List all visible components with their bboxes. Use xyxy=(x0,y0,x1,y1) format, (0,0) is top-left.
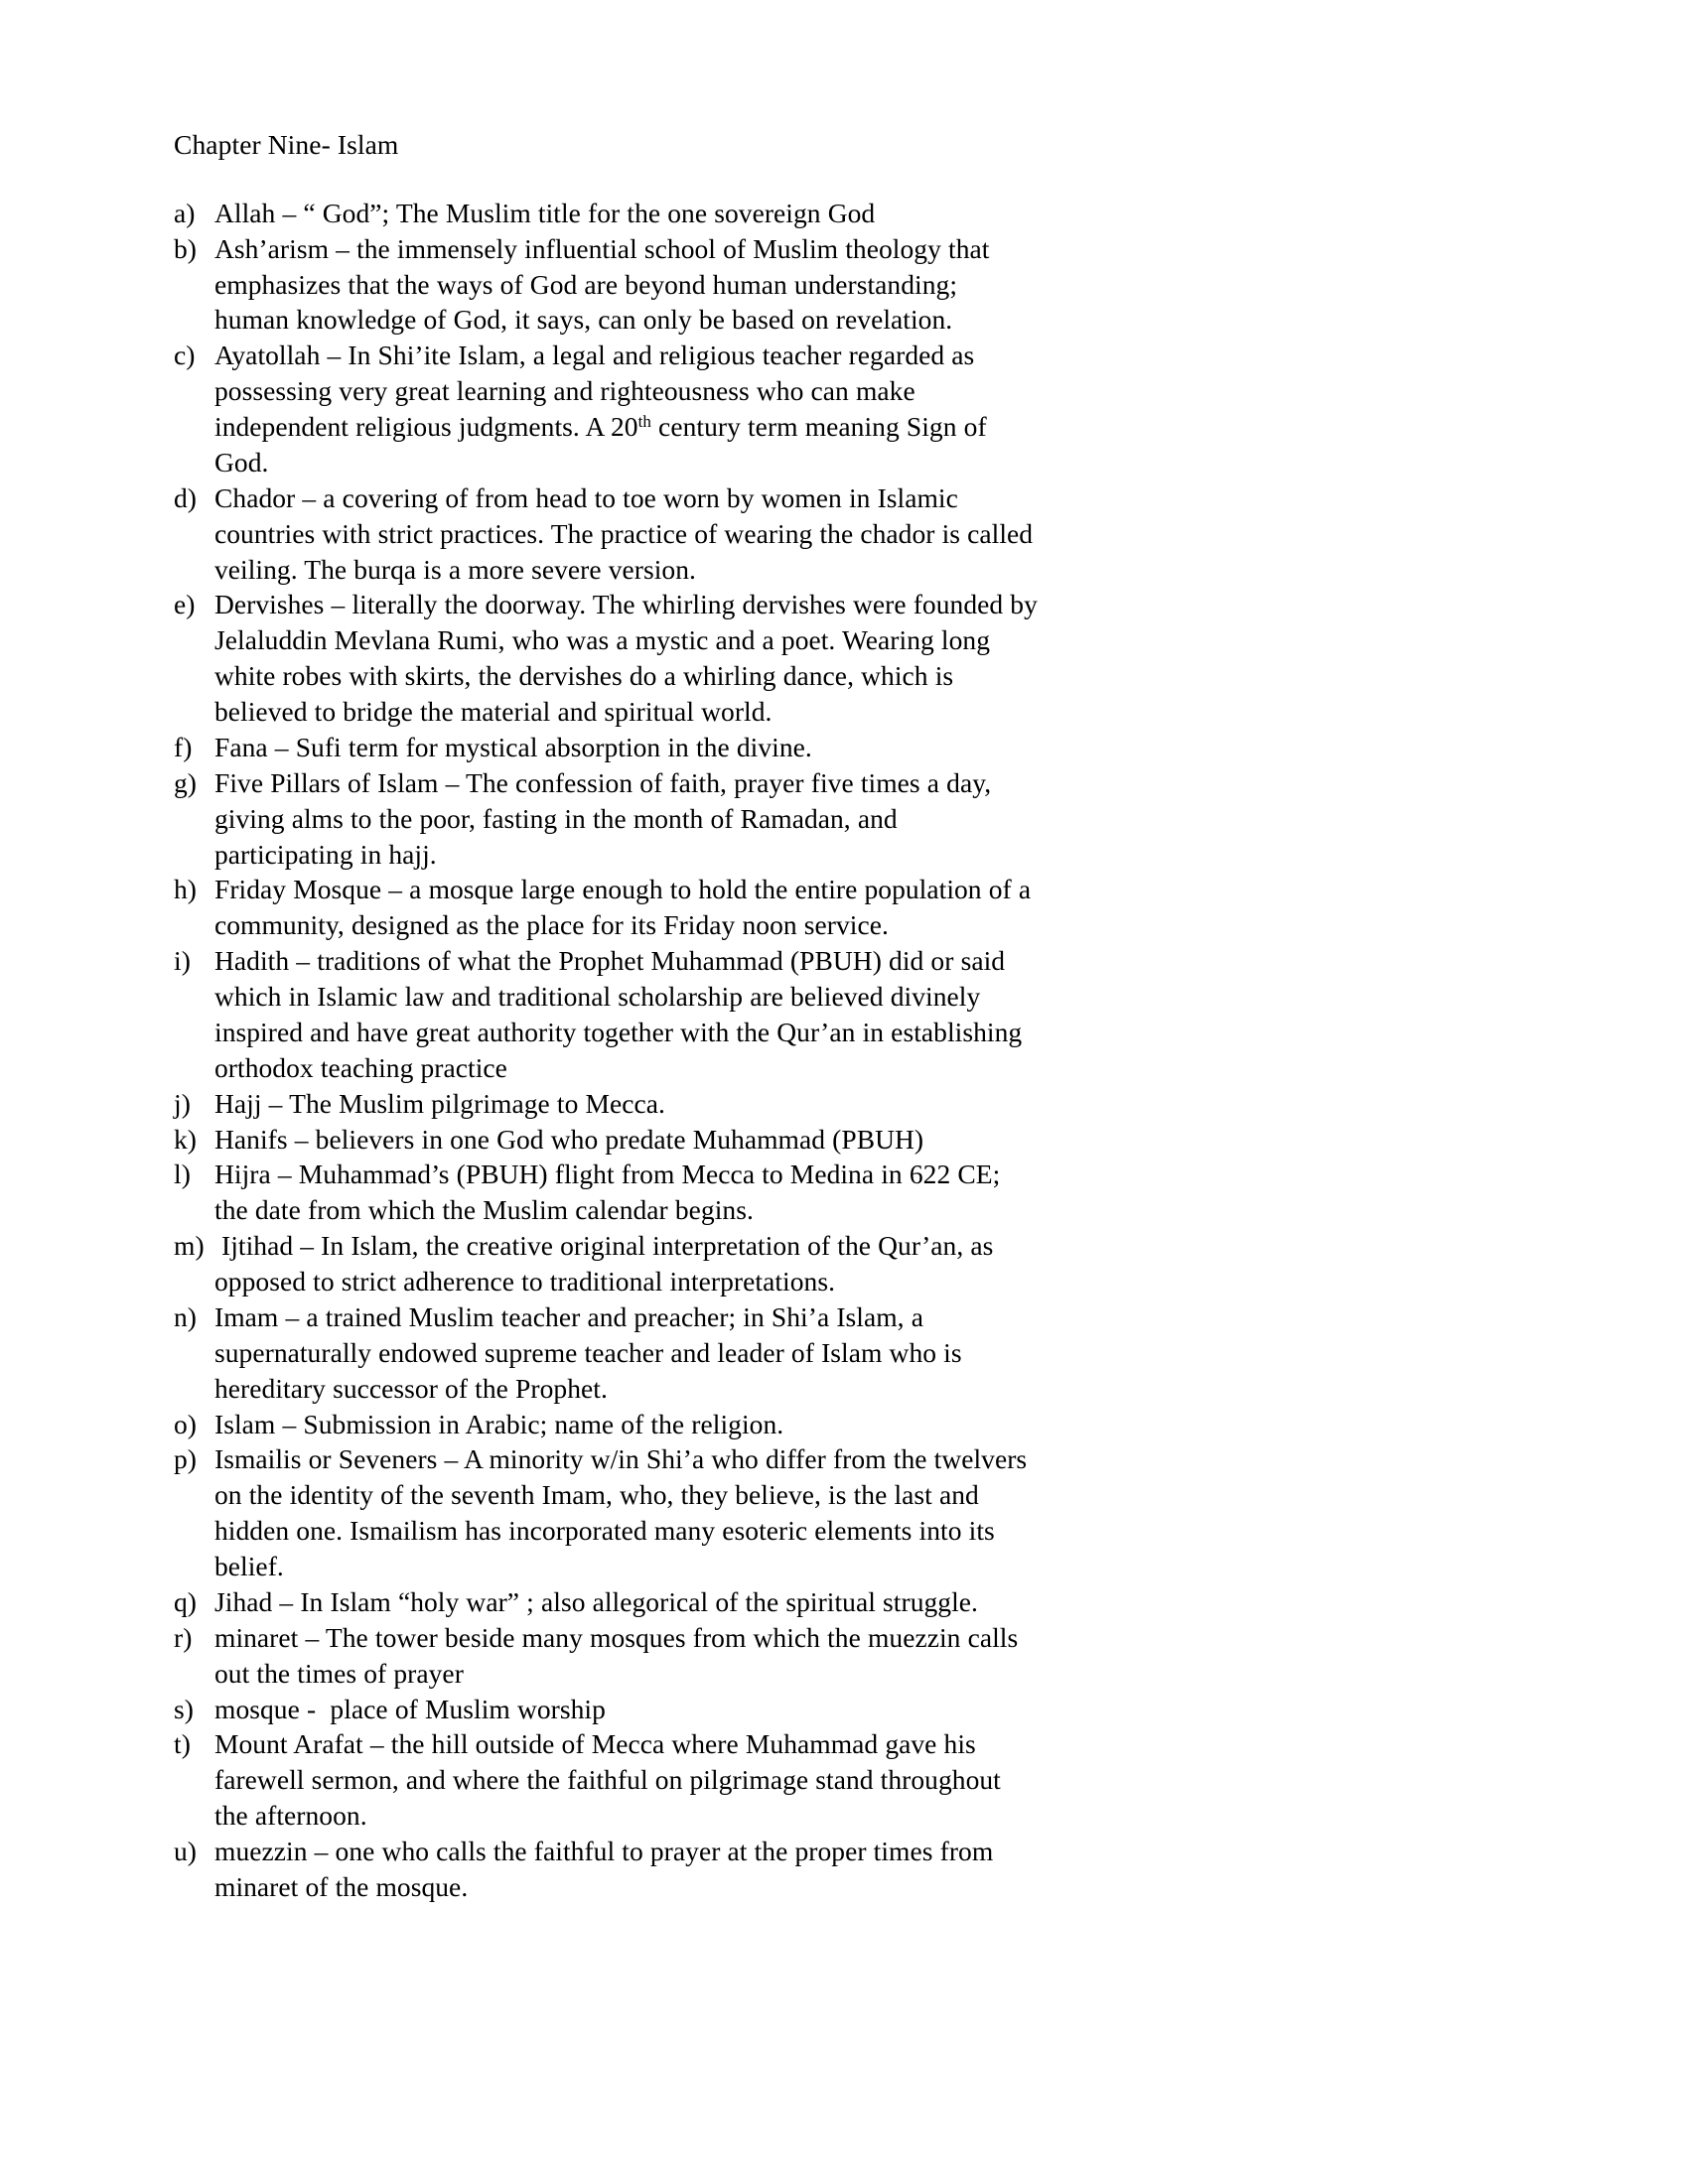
glossary-list xyxy=(174,196,1046,1905)
list-marker: d) xyxy=(174,481,198,513)
list-marker: l) xyxy=(174,1159,191,1190)
list-marker: j) xyxy=(174,1087,191,1119)
list-marker: g) xyxy=(174,766,198,798)
list-item-text: Hadith – traditions of what the Prophet Muhammad (PBUH) did or said which in Islamic law and traditional scholarship are believed divinely inspired and have great authority together with the Qur’an in establishing orthodox teaching practice xyxy=(214,945,1030,1083)
list-item-text: Hajj – The Muslim pilgrimage to Mecca. xyxy=(214,1087,665,1119)
list-item-i xyxy=(174,943,1038,1086)
ordinal-superscript: th xyxy=(637,412,651,432)
list-marker: k) xyxy=(174,1123,198,1155)
list-item-text: Mount Arafat – the hill outside of Mecca where Muhammad gave his farewell sermon, and where the faithful on pilgrimage stand throughout the afternoon. xyxy=(214,1728,1008,1832)
list-marker: o) xyxy=(174,1408,198,1439)
list-item-e xyxy=(174,587,1046,730)
list-marker: t) xyxy=(174,1728,191,1760)
list-item-c xyxy=(174,338,1038,480)
list-item-text: Chador – a covering of from head to toe worn by women in Islamic countries with strict practices. The practice of wearing the chador is called veiling. The burqa is a more severe version. xyxy=(214,481,1041,585)
list-marker: u) xyxy=(174,1836,198,1866)
list-item-r xyxy=(174,1620,1038,1692)
list-item-text: Islam – Submission in Arabic; name of the religion. xyxy=(214,1408,784,1439)
list-item-o xyxy=(174,1407,1038,1442)
list-marker: h) xyxy=(174,874,198,905)
list-item-n xyxy=(174,1299,1038,1407)
list-item-q xyxy=(174,1584,1038,1620)
list-marker: b) xyxy=(174,232,198,264)
list-item-g xyxy=(174,765,1038,873)
list-item-a xyxy=(174,196,1038,231)
list-item-text: Hanifs – believers in one God who predate Muhammad (PBUH) xyxy=(214,1123,924,1155)
list-item-b xyxy=(174,231,1038,339)
list-marker: f) xyxy=(174,731,193,762)
list-item-m xyxy=(174,1228,1038,1299)
list-item-text: minaret – The tower beside many mosques from which the muezzin calls out the times of prayer xyxy=(214,1621,1026,1689)
text-after-superscript: century term meaning Sign of God. xyxy=(214,411,994,478)
list-item-t xyxy=(174,1726,1038,1834)
list-marker: m) xyxy=(174,1230,205,1262)
list-item-f xyxy=(174,730,1038,765)
list-item-text: Fana – Sufi term for mystical absorption in the divine. xyxy=(214,731,812,762)
list-item-text: Jihad – In Islam “holy war” ; also allegorical of the spiritual struggle. xyxy=(214,1585,978,1617)
list-item-text: Friday Mosque – a mosque large enough to hold the entire population of a community, designed as the place for its Friday noon service. xyxy=(214,874,1039,941)
page-title: Chapter Nine- Islam xyxy=(174,129,399,160)
list-item-text: Ash’arism – the immensely influential school of Muslim theology that emphasizes that the ways of God are beyond human understanding; human knowledge of God, it says, can only be based on revelation. xyxy=(214,232,997,336)
list-item-text: Five Pillars of Islam – The confession of faith, prayer five times a day, giving alms to the poor, fasting in the month of Ramadan, and participating in hajj. xyxy=(214,766,999,870)
list-marker: q) xyxy=(174,1585,198,1617)
list-item-text: Ijtihad – In Islam, the creative original interpretation of the Qur’an, as opposed to strict adherence to traditional interpretations. xyxy=(214,1230,1001,1297)
text-before-superscript: Ayatollah – In Shi’ite Islam, a legal and religious teacher regarded as possessing very great learning and righteousness who can make independent religious judgments. A 20 xyxy=(214,340,982,442)
list-item-text: Imam – a trained Muslim teacher and preacher; in Shi’a Islam, a supernaturally endowed supreme teacher and leader of Islam who is hereditary successor of the Prophet. xyxy=(214,1300,969,1404)
list-item-h xyxy=(174,872,1038,943)
list-item-text: Allah – “ God”; The Muslim title for the one sovereign God xyxy=(214,197,876,228)
list-item-k xyxy=(174,1122,1038,1158)
list-marker: r) xyxy=(174,1621,193,1653)
list-item-text xyxy=(214,338,1038,480)
list-marker: e) xyxy=(174,589,196,620)
list-marker: i) xyxy=(174,945,191,977)
list-item-text: muezzin – one who calls the faithful to prayer at the proper times from minaret of the mosque. xyxy=(214,1836,1001,1902)
list-item-j xyxy=(174,1086,1038,1122)
list-item-s xyxy=(174,1692,1038,1727)
page-content xyxy=(174,127,1046,1905)
list-item-d xyxy=(174,480,1041,588)
list-item-text: Hijra – Muhammad’s (PBUH) flight from Mecca to Medina in 622 CE; the date from which the Muslim calendar begins. xyxy=(214,1159,1008,1226)
list-marker: s) xyxy=(174,1693,194,1724)
list-item-u xyxy=(174,1834,1038,1905)
list-item-text: mosque - place of Muslim worship xyxy=(214,1693,606,1724)
list-marker: p) xyxy=(174,1443,198,1475)
list-item-text: Dervishes – literally the doorway. The whirling dervishes were founded by Jelaluddin Mevlana Rumi, who was a mystic and a poet. Wearing long white robes with skirts, the dervishes do a whirling dance, which is believed to bridge the material and spiritual world. xyxy=(214,589,1046,727)
list-item-text: Ismailis or Seveners – A minority w/in Shi’a who differ from the twelvers on the identity of the seventh Imam, who, they believe, is the last and hidden one. Ismailism has incorporated many esoteric elements into its belief. xyxy=(214,1443,1035,1581)
list-marker: a) xyxy=(174,197,196,228)
list-item-p xyxy=(174,1441,1038,1584)
list-marker: c) xyxy=(174,340,196,371)
list-marker: n) xyxy=(174,1300,198,1332)
list-item-l xyxy=(174,1157,1038,1228)
